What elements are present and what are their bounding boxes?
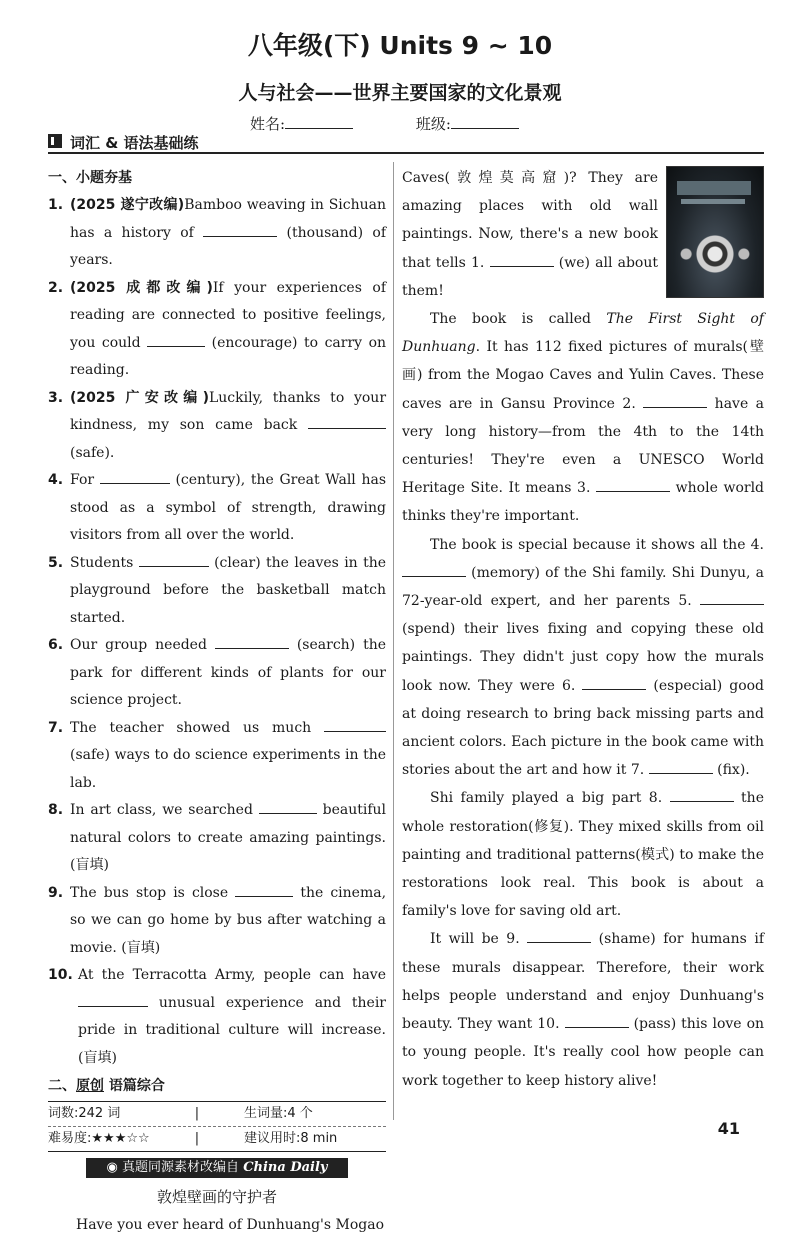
answer-blank[interactable]	[235, 882, 293, 897]
passage-blank-7[interactable]	[649, 759, 713, 774]
question-number: 10.	[48, 967, 73, 983]
passage-paragraph-3	[402, 531, 764, 785]
answer-blank[interactable]	[259, 799, 317, 814]
question-text: beautiful natural colors to create amazing paintings. (盲填)	[70, 802, 386, 873]
info-row	[48, 1102, 386, 1126]
answer-blank[interactable]	[78, 992, 148, 1007]
passage-paragraph-4	[402, 784, 764, 925]
question-number: 4.	[48, 472, 64, 488]
passage-paragraph-2	[402, 305, 764, 531]
question-1	[48, 192, 386, 275]
source-prefix: 真题同源素材改编自	[122, 1160, 240, 1175]
question-2	[48, 275, 386, 385]
question-number: 9.	[48, 884, 64, 901]
section-book-icon	[48, 134, 62, 148]
question-4	[48, 467, 386, 550]
passage-title: 敦煌壁画的守护者	[156, 1188, 277, 1206]
passage-text: (especial) good at doing research to bring back missing parts and ancient colors. Each picture in the book came with stories about the art and how it 7.	[402, 677, 765, 779]
question-text: Our group needed	[70, 637, 207, 653]
passage-blank-6[interactable]	[582, 675, 646, 690]
passage-text: The book is called	[430, 311, 592, 328]
source-badge	[86, 1158, 348, 1178]
passage-text: . It has 112 fixed pictures of murals(壁画) from the Mogao Caves and Yulin Caves. These caves are in Gansu Province 2.	[402, 339, 764, 412]
part2-heading-prefix: 二、	[48, 1078, 76, 1094]
question-text: The teacher showed us much	[70, 719, 312, 736]
passage-opening: Have you ever heard of Dunhuang's Mogao	[76, 1217, 385, 1233]
passage-text: It will be 9.	[430, 931, 520, 948]
passage-text: (we) all about them!	[402, 254, 658, 299]
question-text: For	[70, 472, 95, 488]
question-6	[48, 632, 386, 715]
question-text: (safe) ways to do science experiments in the lab.	[70, 747, 386, 791]
name-blank[interactable]	[285, 114, 353, 129]
passage-blank-5[interactable]	[700, 590, 764, 605]
passage-blank-3[interactable]	[596, 477, 670, 492]
passage-text: (spend) their lives fixing and copying these old paintings. They didn't just copy how the murals look now. They were 6.	[402, 621, 764, 694]
question-text: (century), the Great Wall has stood as a symbol of strength, drawing visitors from all over the world.	[70, 472, 387, 543]
question-text: In art class, we searched	[70, 802, 253, 818]
class-label: 班级:	[415, 115, 451, 133]
question-text: (safe).	[70, 444, 115, 461]
question-10	[48, 962, 386, 1072]
passage-paragraph-5	[402, 925, 764, 1094]
question-text: The bus stop is close	[70, 884, 229, 901]
question-text: Students	[70, 554, 134, 571]
passage-text: (pass) this love on to young people. It's really cool how people can work together to keep history alive!	[402, 1016, 765, 1089]
original-tag: 原创	[76, 1078, 104, 1094]
passage-blank-10[interactable]	[565, 1013, 629, 1028]
question-text: At the Terracotta Army, people can have	[78, 967, 386, 983]
answer-blank[interactable]	[215, 634, 289, 649]
column-divider	[393, 162, 394, 1120]
question-number: 3.	[48, 389, 64, 406]
question-source-tag: (2025 成都改编)	[70, 279, 213, 296]
question-number: 2.	[48, 279, 64, 296]
question-8	[48, 797, 386, 880]
question-text: the cinema, so we can go home by bus after watching a movie. (盲填)	[70, 884, 387, 956]
passage-blank-1[interactable]	[490, 252, 554, 267]
passage-info-table	[48, 1101, 386, 1152]
question-source-tag: (2025 遂宁改编)	[70, 197, 185, 213]
page-number: 41	[717, 1119, 740, 1138]
question-text: (search) the park for different kinds of plants for our science project.	[70, 637, 387, 708]
part1-heading: 一、小题夯基	[48, 170, 132, 186]
answer-blank[interactable]	[203, 222, 277, 237]
book-cover-image	[666, 166, 764, 298]
section-label: 词汇 & 语法基础练	[70, 134, 199, 152]
answer-blank[interactable]	[308, 414, 386, 429]
question-text: (clear) the leaves in the playground before the basketball match started.	[70, 554, 387, 626]
answer-blank[interactable]	[324, 717, 386, 732]
answer-blank[interactable]	[147, 332, 205, 347]
passage-text: (fix).	[717, 762, 750, 779]
passage-text: whole world thinks they're important.	[402, 480, 765, 525]
question-number: 6.	[48, 637, 64, 653]
question-7	[48, 715, 386, 798]
difficulty-rating: 难易度:★★★☆☆	[48, 1131, 150, 1146]
section-header	[48, 130, 764, 154]
book-title: The First Sight of Dunhuang	[402, 311, 764, 356]
location-pin-icon: ◉	[106, 1160, 118, 1175]
word-count: 词数:242 词	[48, 1106, 121, 1121]
passage-text: (memory) of the Shi family. Shi Dunyu, a 72-year-old expert, and her parents 5.	[402, 564, 765, 610]
passage-blank-2[interactable]	[643, 393, 707, 408]
question-3	[48, 385, 386, 468]
cover-subtitle-band	[681, 199, 745, 204]
part2-heading	[48, 1072, 386, 1100]
passage-text: have a very long history—from the 4th to the 14th centuries! They're even a UNESCO World Heritage Site. It means 3.	[402, 395, 765, 497]
part2-heading-text: 语篇综合	[104, 1078, 165, 1094]
passage-text: the whole restoration(修复). They mixed skills from oil painting and traditional patterns(模式) to make the restorations look real. This book is about a family's love for saving old art.	[402, 790, 764, 920]
question-text: If your experiences of reading are connected to positive feelings, you could	[70, 279, 386, 351]
passage-blank-4[interactable]	[402, 562, 466, 577]
question-text: unusual experience and their pride in traditional culture will increase. (盲填)	[78, 994, 387, 1066]
suggested-time: 建议用时:8 min	[244, 1131, 338, 1146]
passage-blank-8[interactable]	[670, 787, 734, 802]
question-number: 1.	[48, 197, 64, 213]
question-9	[48, 880, 386, 963]
info-separator: |	[194, 1131, 200, 1146]
answer-blank[interactable]	[100, 469, 170, 484]
question-number: 5.	[48, 554, 64, 571]
right-column	[402, 164, 764, 1095]
passage-text: Shi family played a big part 8.	[430, 790, 663, 807]
passage-text: (shame) for humans if these murals disappear. Therefore, their work helps people understand and enjoy Dunhuang's beauty. They want 10.	[402, 931, 765, 1033]
mural-ornament	[677, 221, 753, 287]
question-source-tag: (2025 广安改编)	[70, 389, 209, 406]
question-text: (thousand) of years.	[70, 224, 386, 268]
cover-title-band	[677, 181, 751, 195]
source-name: China Daily	[243, 1160, 328, 1175]
page-subtitle: 人与社会——世界主要国家的文化景观	[238, 82, 562, 104]
page-title: 八年级(下) Units 9 ~ 10	[247, 31, 553, 60]
passage-blank-9[interactable]	[527, 928, 591, 943]
question-text: Luckily, thanks to your kindness, my son came back	[70, 389, 387, 433]
question-number: 8.	[48, 802, 64, 818]
info-separator: |	[194, 1106, 200, 1121]
name-label: 姓名:	[250, 115, 286, 133]
answer-blank[interactable]	[139, 552, 209, 567]
info-row	[48, 1126, 386, 1151]
class-blank[interactable]	[451, 114, 519, 129]
passage-text: Caves(敦煌莫高窟)? They are amazing places with old wall paintings. Now, there's a new book that tells 1.	[402, 170, 658, 271]
question-number: 7.	[48, 719, 64, 736]
new-word-count: 生词量:4 个	[244, 1106, 313, 1121]
question-5	[48, 550, 386, 633]
question-text: Bamboo weaving in Sichuan has a history of	[70, 197, 386, 241]
question-text: (encourage) to carry on reading.	[70, 334, 387, 378]
passage-text: The book is special because it shows all the 4.	[430, 536, 764, 553]
left-column	[48, 164, 386, 1240]
